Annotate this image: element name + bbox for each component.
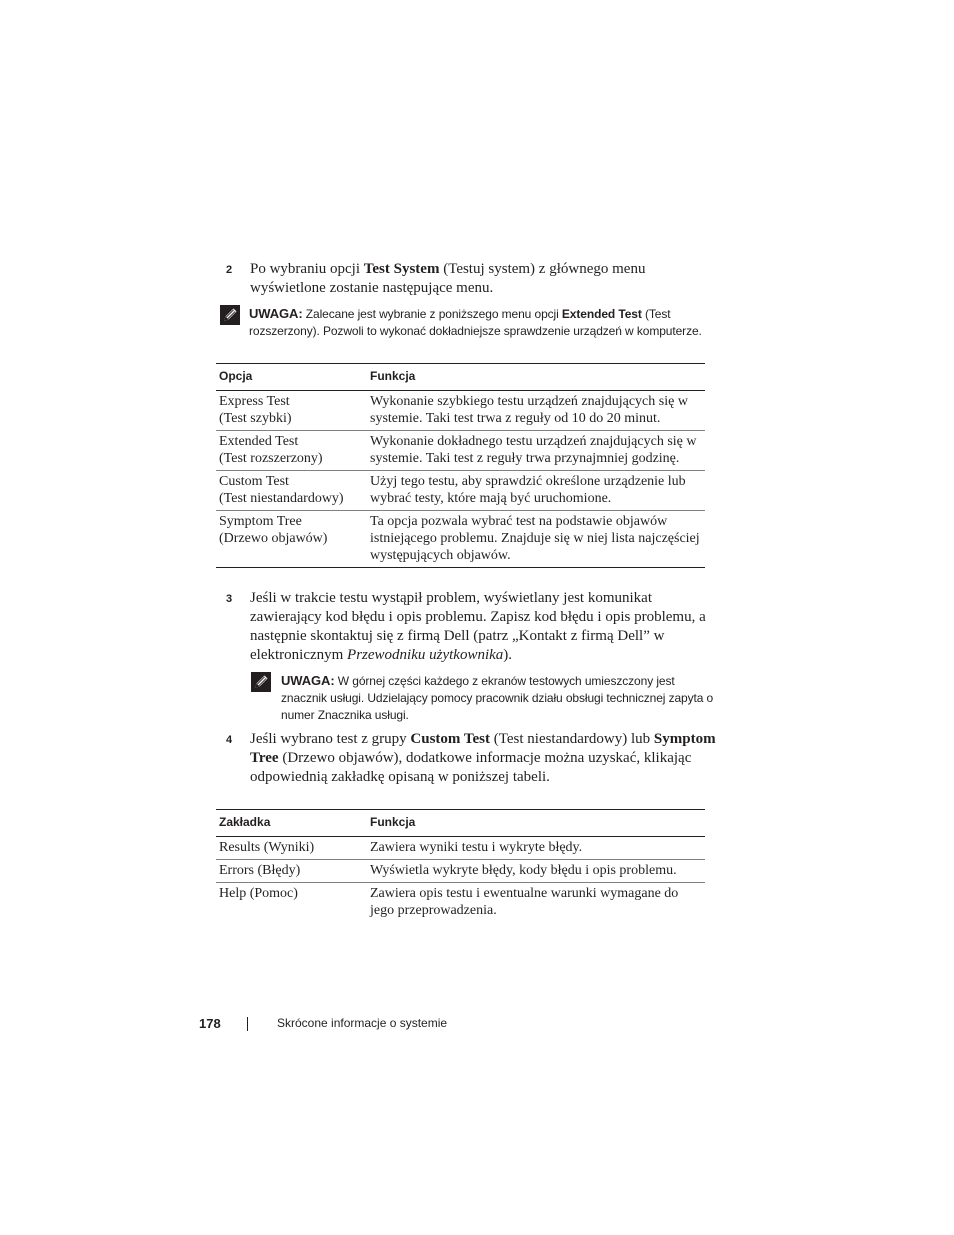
table-row [216,883,705,923]
function-cell: Wykonanie dokładnego testu urządzeń znajdujących się w systemie. Taki test z reguły trwa przynajmniej godzinę. [367,431,705,471]
function-cell: Zawiera opis testu i ewentualne warunki wymagane do jego przeprowadzenia. [370,886,679,918]
menu-option-test-system: Test System [363,261,440,277]
table-header-row [216,810,705,837]
step-text: Po wybraniu opcji Test System (Testuj system) z głównego menu wyświetlone zostanie następujące menu. [250,261,646,296]
option-cell: Express Test (Test szybki) [216,391,367,431]
step-text: Jeśli w trakcie testu wystąpił problem, wyświetlany jest komunikat zawierający kod błędu i opis problemu. Zapisz kod błędu i opis problemu, a następnie skontaktuj się z firmą Dell (patrz „Kontakt z firmą Dell” w elektronicznym Przewodniku użytkownika). [250,590,706,663]
guide-title: Przewodniku użytkownika [347,647,504,663]
menu-option-symptom-tree: Symptom Tree [250,731,716,766]
note-2: UWAGA: W górnej części każdego z ekranów testowych umieszczony jest znacznik usługi. Udzielający pomocy pracownik działu obsługi technicznej zapyta o numer Znacznika usługi. [281,673,714,722]
tab-cell: Results (Wyniki) [216,837,367,860]
note-label: UWAGA: [281,673,335,688]
page-number: 178 [199,1016,221,1031]
option-cell: Custom Test (Test niestandardowy) [216,471,367,511]
column-header-tab: Zakładka [216,810,367,837]
step-text: Jeśli wybrano test z grupy Custom Test (Test niestandardowy) lub Symptom Tree (Drzewo objawów), dodatkowe informacje można uzyskać, klikając odpowiednią zakładkę opisaną w poniższej tabeli. [250,731,716,785]
note-pencil-icon [251,672,271,692]
column-header-option: Opcja [216,364,367,391]
table-row [216,431,705,471]
table-row [216,860,705,883]
option-cell: Symptom Tree (Drzewo objawów) [216,511,367,568]
step-number: 4 [226,734,233,746]
note-pencil-icon [220,305,240,325]
function-cell: Ta opcja pozwala wybrać test na podstawie objawów istniejącego problemu. Znajduje się w niej lista najczęściej występujących objawów. [367,511,705,568]
function-cell: Zawiera wyniki testu i wykryte błędy. [367,837,705,860]
tab-cell: Errors (Błędy) [216,860,367,883]
tab-cell: Help (Pomoc) [219,886,298,901]
note-1: UWAGA: Zalecane jest wybranie z poniższego menu opcji Extended Test (Test rozszerzony). Pozwoli to wykonać dokładniejsze sprawdzenie urządzeń w komputerze. [249,306,702,338]
test-options-table [216,363,705,568]
table-header-row [216,364,705,391]
footer-divider [247,1017,248,1031]
function-cell: Wykonanie szybkiego testu urządzeń znajdujących się w systemie. Taki test trwa z reguły od 10 do 20 minut. [367,391,705,431]
option-cell: Extended Test (Test rozszerzony) [216,431,367,471]
note-label: UWAGA: [249,306,303,321]
tabs-table [216,809,705,922]
footer-title: Skrócone informacje o systemie [277,1016,448,1030]
table-row [216,511,705,568]
menu-option-custom-test: Custom Test [410,731,490,747]
column-header-function: Funkcja [367,810,705,837]
step-number: 3 [226,593,233,605]
function-cell: Wyświetla wykryte błędy, kody błędu i opis problemu. [367,860,705,883]
function-cell: Użyj tego testu, aby sprawdzić określone urządzenie lub wybrać testy, które mają być uruchomione. [367,471,705,511]
table-row [216,837,705,860]
table-row [216,471,705,511]
table-row [216,391,705,431]
step-number: 2 [226,264,233,276]
column-header-function: Funkcja [367,364,705,391]
